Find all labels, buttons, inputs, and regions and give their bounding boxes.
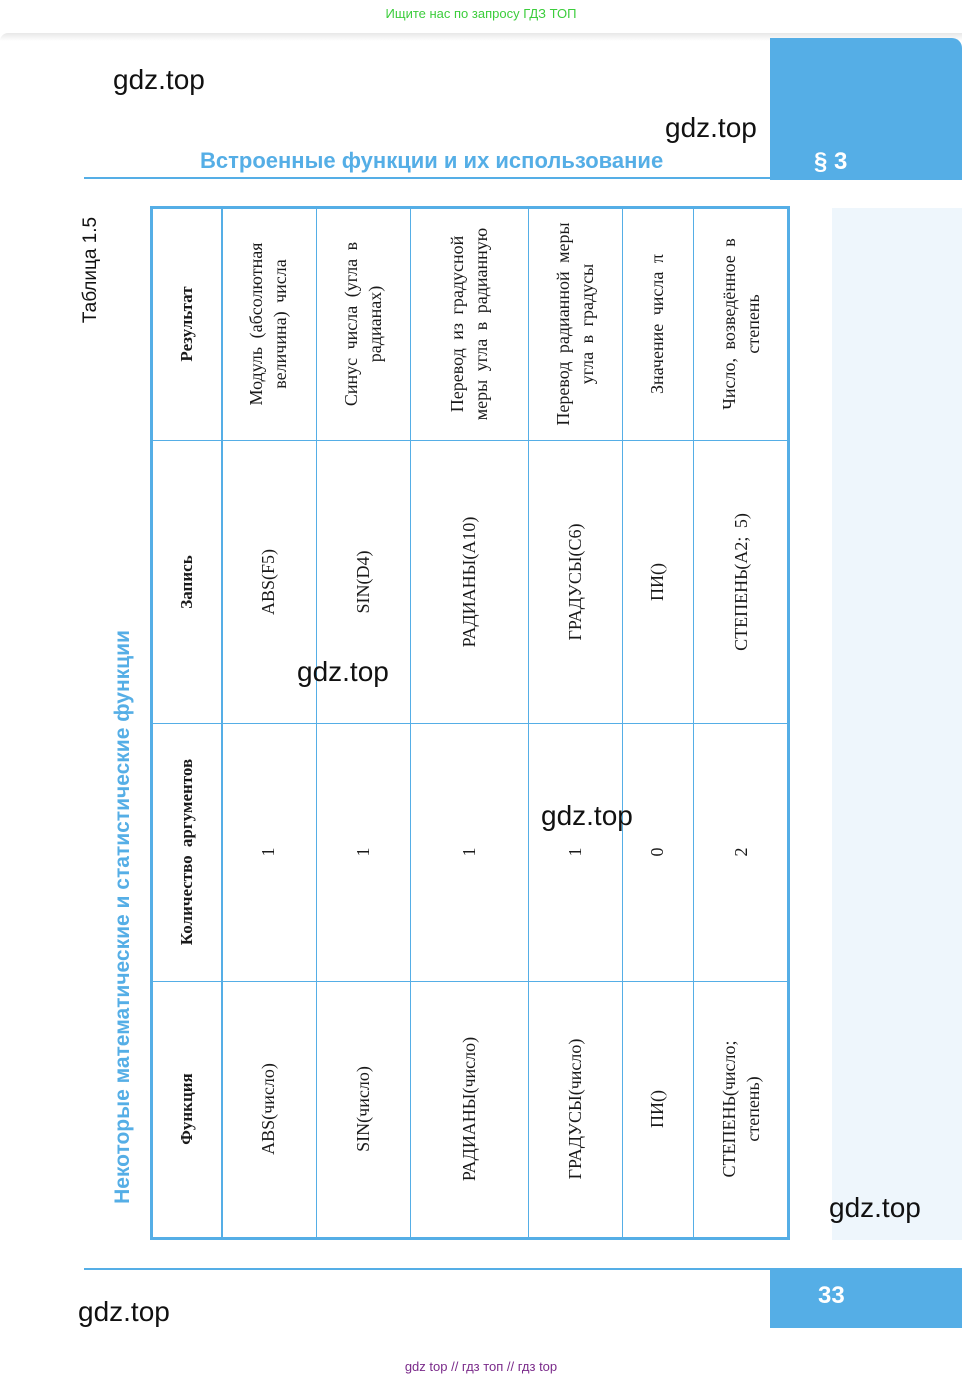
side-panel [832, 208, 962, 1240]
table-cell-function: ПИ() [647, 1090, 667, 1128]
top-banner[interactable]: Ищите нас по запросу ГДЗ ТОП [385, 6, 577, 21]
column-header-result: Результат [177, 286, 196, 362]
watermark: gdz.top [541, 800, 633, 831]
table-cell-record: ГРАДУСЫ(С6) [565, 523, 585, 641]
table-cell-record: SIN(D4) [353, 550, 373, 614]
table-cell-result: Перевод радианной меры угла в градусы [553, 222, 597, 426]
column-header-args: Количество аргументов [177, 758, 196, 946]
page-number-tab [770, 1268, 962, 1328]
footer-rule [84, 1268, 770, 1270]
table-cell-args: 1 [459, 847, 479, 857]
table-cell-args: 1 [353, 847, 373, 857]
table-cell-args: 1 [258, 847, 278, 857]
table-cell-args: 0 [647, 847, 667, 857]
functions-table [150, 206, 790, 1240]
table-cell-function: РАДИАНЫ(число) [459, 1036, 479, 1182]
table-cell-record: РАДИАНЫ(А10) [459, 516, 479, 648]
column-header-function: Функция [177, 1073, 196, 1145]
section-number: § 3 [814, 148, 848, 175]
table-cell-args: 1 [565, 847, 585, 857]
watermark: gdz.top [78, 1296, 170, 1327]
table-cell-record: СТЕПЕНЬ(А2; 5) [731, 513, 751, 651]
watermark: gdz.top [113, 64, 205, 95]
watermark: gdz.top [297, 656, 389, 687]
bottom-links[interactable]: gdz top // гдз топ // гдз top [404, 1359, 558, 1374]
table-cell-function: ГРАДУСЫ(число) [565, 1038, 585, 1180]
watermark: gdz.top [665, 112, 757, 143]
table-cell-result: Значение числа π [647, 254, 667, 394]
running-header-title: Встроенные функции и их использование [200, 148, 664, 173]
column-divider [153, 723, 787, 724]
table-caption: Таблица 1.5 [80, 216, 101, 324]
table-cell-function: SIN(число) [353, 1066, 373, 1152]
table-cell-args: 2 [731, 847, 751, 857]
table-cell-result: Модуль (абсолютная величина) числа [246, 242, 290, 406]
header-rule [84, 177, 770, 179]
table-cell-record: ПИ() [647, 563, 667, 601]
column-divider [153, 440, 787, 441]
section-tab [770, 38, 962, 180]
table-cell-record: ABS(F5) [258, 549, 278, 616]
column-divider [153, 981, 787, 982]
table-cell-result: Перевод из градусной меры угла в радианную [447, 227, 491, 421]
table-cell-result: Синус числа (угла в радианах) [341, 241, 385, 407]
watermark: gdz.top [829, 1192, 921, 1223]
table-heading: Некоторые математические и статистические функции [111, 630, 134, 1204]
table-cell-function: СТЕПЕНЬ(число; степень) [719, 1040, 763, 1178]
column-header-record: Запись [177, 555, 196, 609]
page-number: 33 [818, 1282, 845, 1309]
table-cell-result: Число, возведённое в степень [719, 238, 763, 410]
table-cell-function: ABS(число) [258, 1063, 278, 1155]
